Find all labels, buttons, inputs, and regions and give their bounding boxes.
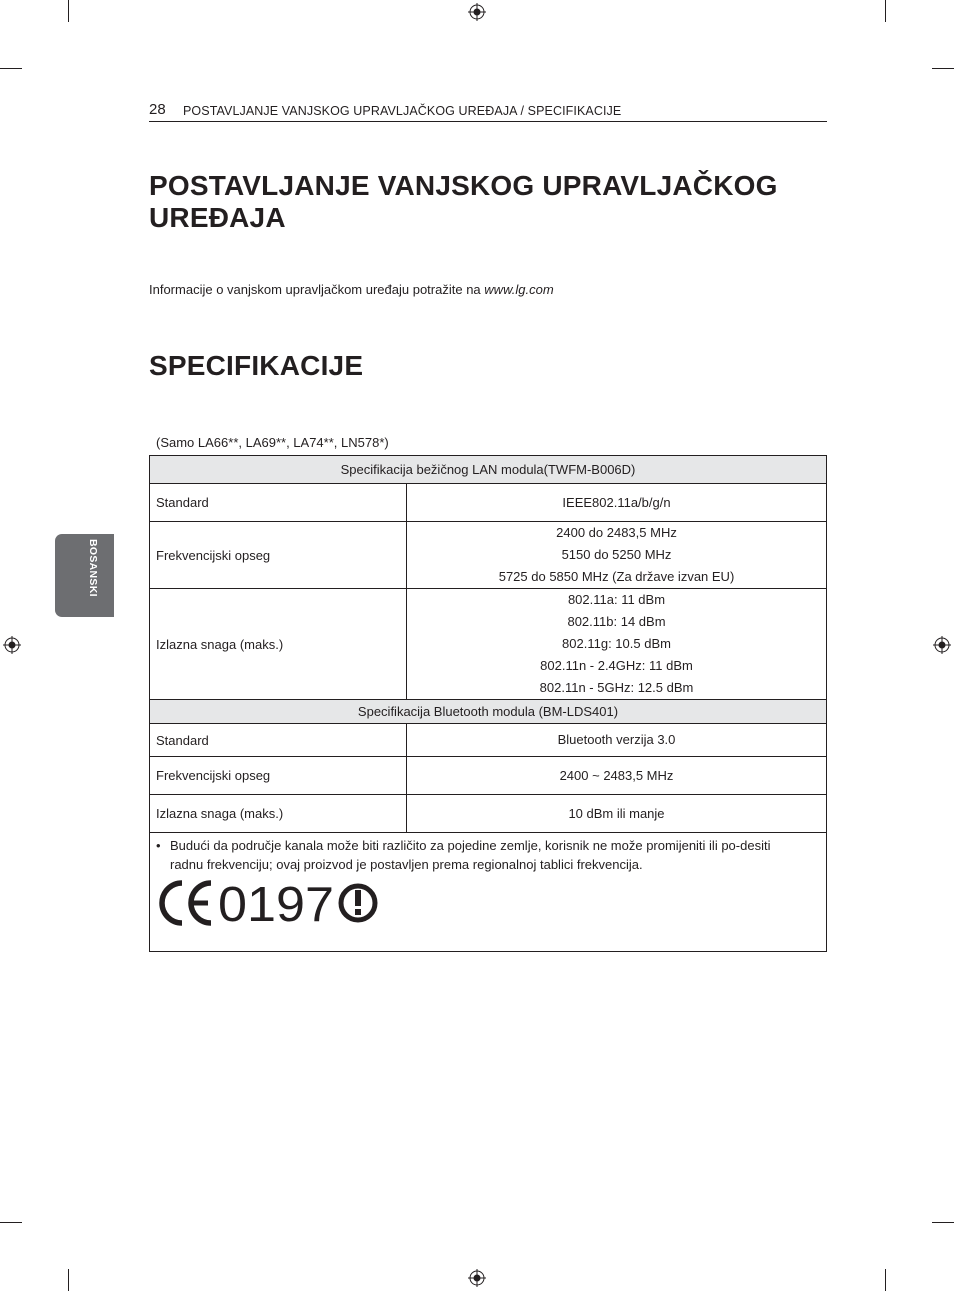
row-label: Standard <box>150 724 407 757</box>
value-line: 802.11b: 14 dBm <box>567 614 666 629</box>
crop-mark <box>68 0 69 22</box>
crop-mark <box>885 1269 886 1291</box>
row-value <box>407 757 827 795</box>
value-line: 802.11n - 2.4GHz: 11 dBm <box>540 658 693 673</box>
row-label: Frekvencijski opseg <box>150 757 407 795</box>
value-line: 2400 ~ 2483,5 MHz <box>559 767 674 783</box>
crop-mark <box>885 0 886 22</box>
language-tab-label: BOSANSKI <box>87 539 99 597</box>
running-header: POSTAVLJANJE VANJSKOG UPRAVLJAČKOG UREĐAJA / SPECIFIKACIJE <box>183 104 622 118</box>
row-value <box>407 484 827 522</box>
specifications-table <box>149 455 827 952</box>
table-row <box>150 522 827 589</box>
row-label: Izlazna snaga (maks.) <box>150 589 407 700</box>
crop-mark <box>68 1269 69 1291</box>
bullet: • <box>156 838 161 853</box>
value-line: IEEE802.11a/b/g/n <box>562 494 671 510</box>
ce-notified-body-number: 0197 <box>218 878 334 929</box>
table-row <box>150 589 827 700</box>
row-label: Standard <box>150 484 407 522</box>
row-value <box>407 724 827 757</box>
value-line: 802.11g: 10.5 dBm <box>562 636 671 651</box>
value-line: 5725 do 5850 MHz (Za države izvan EU) <box>498 569 735 584</box>
row-value <box>407 589 827 700</box>
website-link[interactable]: www.lg.com <box>484 282 554 297</box>
section-title-external-device: POSTAVLJANJE VANJSKOG UPRAVLJAČKOG UREĐAJA <box>149 170 778 233</box>
value-line: 5150 do 5250 MHz <box>561 547 672 562</box>
footnote <box>156 836 806 874</box>
section-title-specifications: SPECIFIKACIJE <box>149 350 364 381</box>
registration-mark-icon <box>933 636 951 654</box>
table-row <box>150 795 827 833</box>
row-value <box>407 522 827 589</box>
bluetooth-section-header: Specifikacija Bluetooth modula (BM-LDS401) <box>150 700 827 724</box>
page-number: 28 <box>149 101 166 118</box>
registration-mark-icon <box>468 3 486 21</box>
table-row <box>150 724 827 757</box>
table-row <box>150 757 827 795</box>
header-divider <box>149 121 827 122</box>
crop-mark <box>0 1222 22 1223</box>
row-value <box>407 795 827 833</box>
alert-icon <box>341 886 375 920</box>
registration-mark-icon <box>3 636 21 654</box>
intro-text: Informacije o vanjskom upravljačkom uređaju potražite na <box>149 282 481 297</box>
wlan-section-header: Specifikacija bežičnog LAN modula(TWFM-B006D) <box>150 456 827 484</box>
footnote-cell <box>150 833 827 952</box>
value-line: 802.11n - 5GHz: 12.5 dBm <box>539 680 694 695</box>
value-line: 2400 do 2483,5 MHz <box>556 525 677 540</box>
ce-logo-icon <box>162 883 211 923</box>
ce-certification-mark <box>156 877 386 929</box>
value-line: 802.11a: 11 dBm <box>567 592 666 607</box>
crop-mark <box>932 68 954 69</box>
value-line: 10 dBm ili manje <box>568 805 665 821</box>
footnote-text: Budući da područje kanala može biti različito za pojedine zemlje, korisnik ne može promijeniti ili po-desiti radnu frekvenciju; ovaj proizvod je postavljen prema regionalnoj tablici frekvencija. <box>170 838 771 872</box>
language-side-tab <box>55 534 114 617</box>
crop-mark <box>932 1222 954 1223</box>
table-row <box>150 484 827 522</box>
intro-paragraph <box>149 282 554 297</box>
crop-mark <box>0 68 22 69</box>
value-line: Bluetooth verzija 3.0 <box>557 732 676 747</box>
row-label: Izlazna snaga (maks.) <box>150 795 407 833</box>
row-label: Frekvencijski opseg <box>150 522 407 589</box>
models-note: (Samo LA66**, LA69**, LA74**, LN578*) <box>156 435 389 450</box>
registration-mark-icon <box>468 1269 486 1287</box>
